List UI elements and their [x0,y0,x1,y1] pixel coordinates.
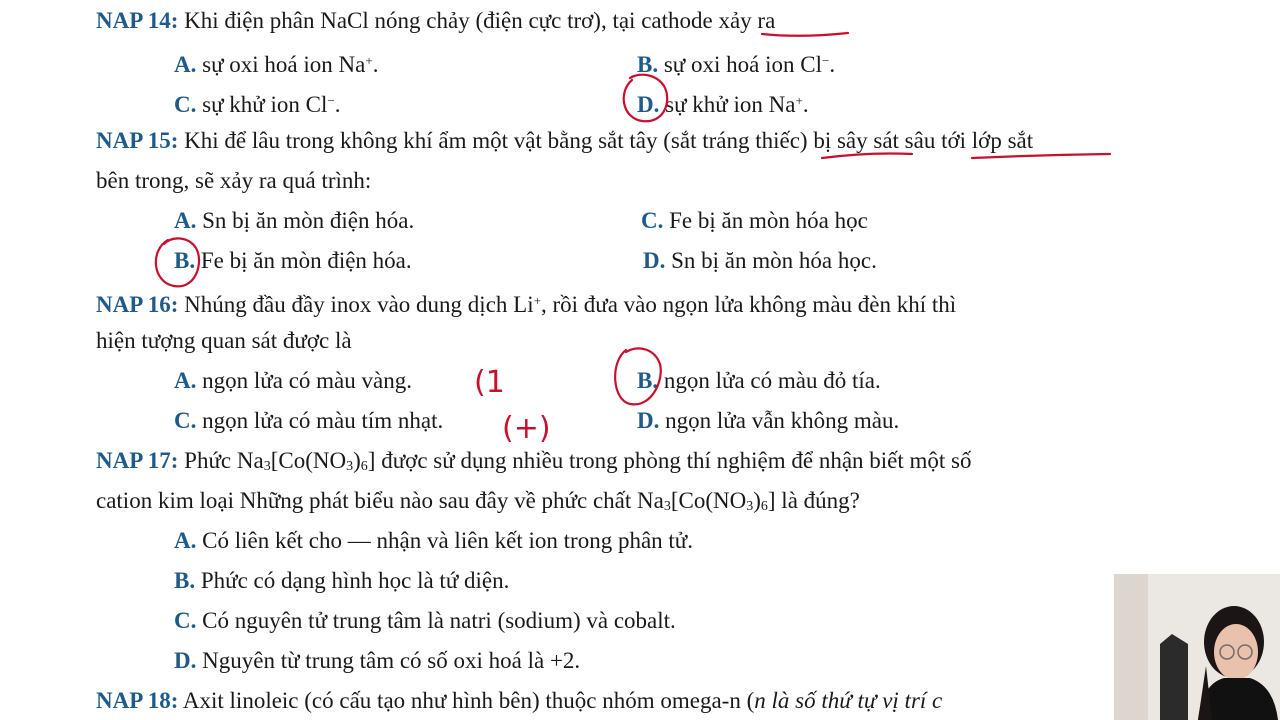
note-option-a: (1 [474,365,505,400]
q15-option-d: D. Sn bị ăn mòn hóa học. [643,248,877,273]
q16-option-b: B. ngọn lửa có màu đỏ tía. [637,368,881,393]
q16-label: NAP 16: [96,292,179,317]
q15-option-a: A. Sn bị ăn mòn điện hóa. [174,208,415,233]
q14-option-c: C. sự khử ion Cl−. [174,92,341,117]
q15-stem-line2: bên trong, sẽ xảy ra quá trình: [96,168,372,193]
q14-option-d: D. sự khử ion Na+. [637,92,809,117]
q15-option-b: B. Fe bị ăn mòn điện hóa. [174,248,412,273]
q17-option-d: D. Nguyên từ trung tâm có số oxi hoá là +2. [174,648,581,673]
q18-stem: NAP 18: Axit linoleic (có cấu tạo như hình bên) thuộc nhóm omega-n (n là số thứ tự vị trí c [96,688,943,713]
q16-option-d: D. ngọn lửa vẫn không màu. [637,408,900,433]
q17-option-a: A. Có liên kết cho — nhận và liên kết ion trong phân tử. [174,528,694,553]
q14-option-b: B. sự oxi hoá ion Cl−. [637,52,836,77]
q15-text: Khi để lâu trong không khí ẩm một vật bằng sắt tây (sắt tráng thiếc) bị sây sát sâu tới lớp sắt [178,128,1034,153]
q16-stem-line1: NAP 16: Nhúng đầu đầy inox vào dung dịch Li+, rồi đưa vào ngọn lửa không màu đèn khí thì [96,292,957,317]
webcam-overlay [1114,574,1280,720]
presenter-video [1114,574,1280,720]
q14-text: Khi điện phân NaCl nóng chảy (điện cực trơ), tại cathode xảy ra [178,8,776,33]
q17-stem-line1: NAP 17: Phức $Na_3[Co(NO_3)_6]$ được sử dụng nhiều trong phòng thí nghiệm để nhận biết một số [96,448,972,474]
q18-label: NAP 18: [96,688,179,713]
q16-option-a: A. ngọn lửa có màu vàng. [174,368,412,393]
q17-stem-line2: cation kim loại Những phát biểu nào sau đây về phức chất $Na_3[Co(NO_3)_6]$ là đúng? [96,488,860,514]
q17-option-b: B. Phức có dạng hình học là tứ diện. [174,568,510,593]
q14-label: NAP 14: [96,8,179,33]
note-option-c: (+) [502,411,551,446]
q14-stem [96,6,775,36]
q14-option-a: A. sự oxi hoá ion Na+. [174,52,379,77]
q17-option-c: C. Có nguyên tử trung tâm là natri (sodium) và cobalt. [174,608,676,633]
q15-stem-line1 [96,126,1033,156]
q15-label: NAP 15: [96,128,179,153]
q15-option-c: C. Fe bị ăn mòn hóa học [641,208,868,233]
q17-label: NAP 17: [96,448,179,473]
q16-stem-line2: hiện tượng quan sát được là [96,328,352,353]
q16-option-c: C. ngọn lửa có màu tím nhạt. [174,408,444,433]
